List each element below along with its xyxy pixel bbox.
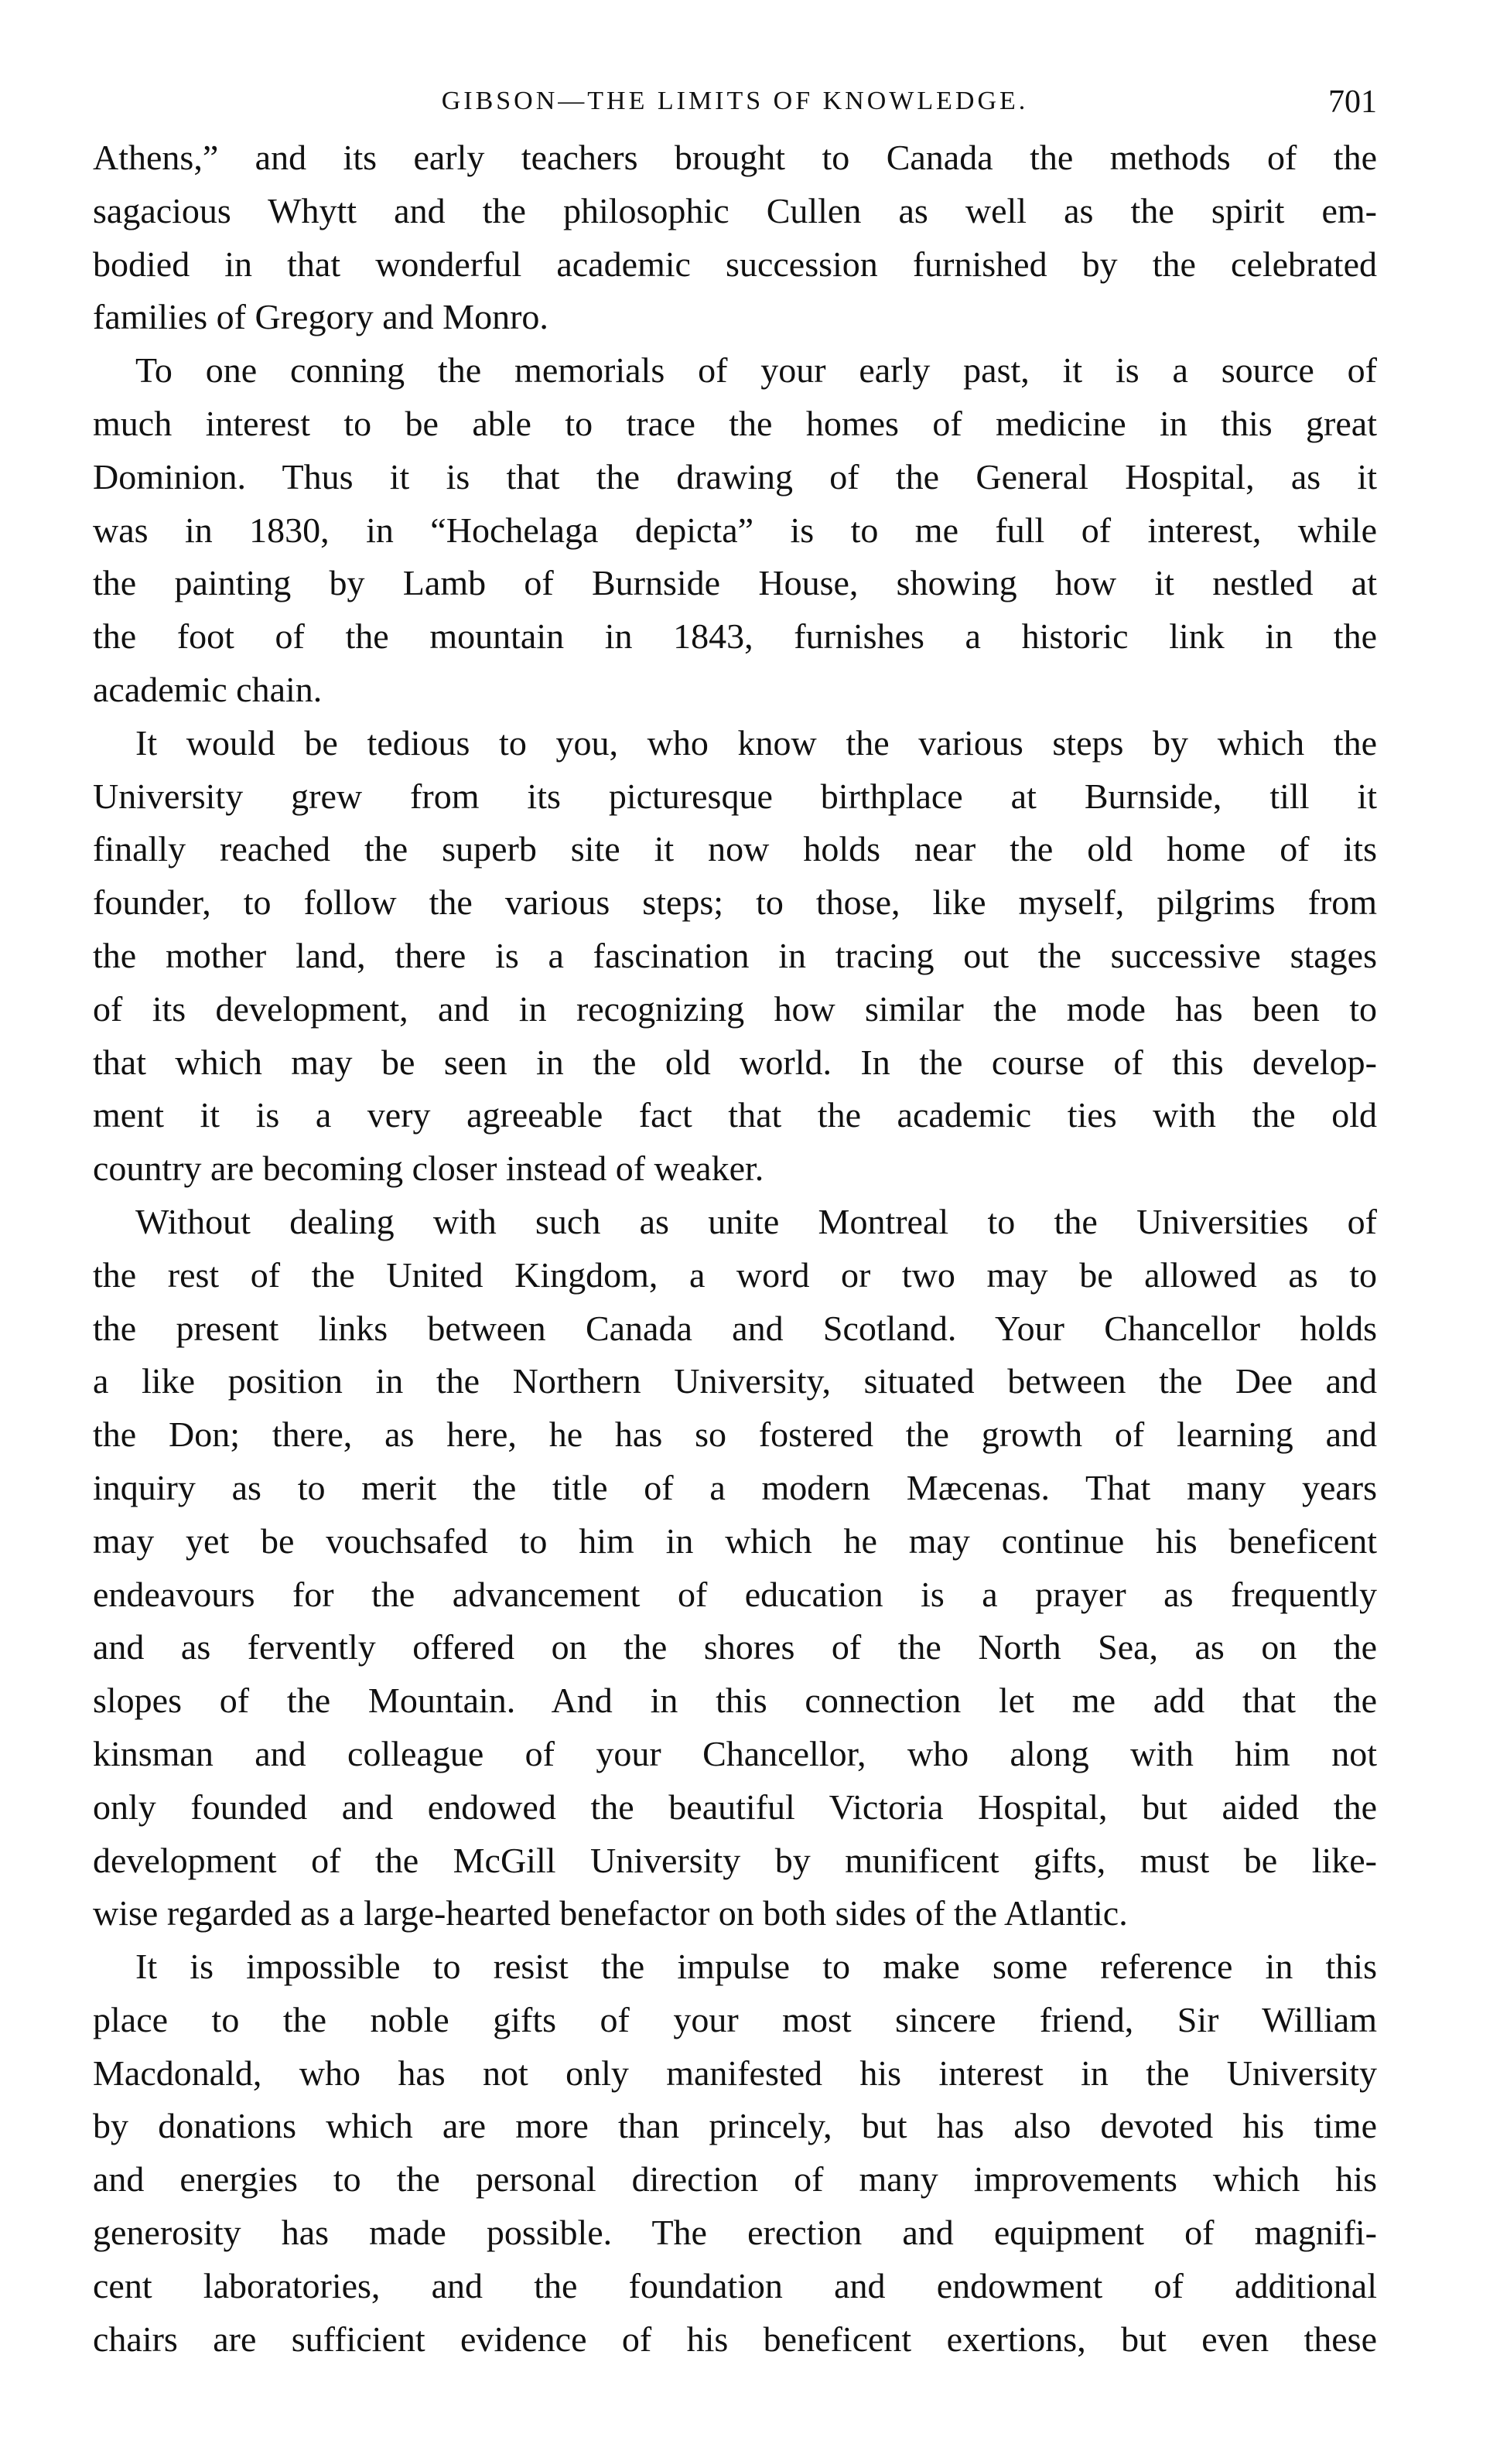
text-line: academic chain. [93, 669, 323, 709]
text-line: place to the noble gifts of your most sincere friend, Sir William [93, 1999, 1377, 2039]
text-line: families of Gregory and Monro. [93, 297, 548, 337]
text-line: the mother land, there is a fascination in tracing out the successive stages [93, 935, 1377, 975]
text-line: Without dealing with such as unite Montreal to the Universities of [135, 1201, 1377, 1241]
text-line: the foot of the mountain in 1843, furnishes a historic link in the [93, 616, 1377, 657]
text-line: Macdonald, who has not only manifested his interest in the University [93, 2053, 1377, 2093]
text-line: may yet be vouchsafed to him in which he may continue his beneficent [93, 1520, 1377, 1561]
text-line: bodied in that wonderful academic succession furnished by the celebrated [93, 244, 1377, 284]
running-title: GIBSON—THE LIMITS OF KNOWLEDGE. [441, 87, 1029, 115]
text-line: the painting by Lamb of Burnside House, showing how it nestled at [93, 563, 1377, 603]
text-line: founder, to follow the various steps; to those, like myself, pilgrims from [93, 882, 1377, 923]
text-line: the present links between Canada and Scotland. Your Chancellor holds [93, 1308, 1377, 1348]
text-line: a like position in the Northern University, situated between the Dee and [93, 1361, 1377, 1401]
text-line: To one conning the memorials of your early past, it is a source of [135, 350, 1377, 391]
text-line: the Don; there, as here, he has so fostered the growth of learning and [93, 1415, 1377, 1455]
text-line: It would be tedious to you, who know the various steps by which the [135, 722, 1377, 763]
text-line: wise regarded as a large-hearted benefactor on both sides of the Atlantic. [93, 1893, 1128, 1933]
text-line: development of the McGill University by munificent gifts, must be like- [93, 1840, 1377, 1880]
text-line: sagacious Whytt and the philosophic Cullen as well as the spirit em- [93, 190, 1377, 230]
text-line: the rest of the United Kingdom, a word or two may be allowed as to [93, 1254, 1377, 1295]
text-line: ment it is a very agreeable fact that the academic ties with the old [93, 1095, 1377, 1135]
text-line: that which may be seen in the old world. In the course of this develop- [93, 1042, 1377, 1082]
text-line: Dominion. Thus it is that the drawing of the General Hospital, as it [93, 456, 1377, 497]
text-line: only founded and endowed the beautiful Victoria Hospital, but aided the [93, 1787, 1377, 1827]
text-line: cent laboratories, and the foundation and endowment of additional [93, 2265, 1377, 2305]
text-line: much interest to be able to trace the homes of medicine in this great [93, 403, 1377, 443]
text-line: kinsman and colleague of your Chancellor, who along with him not [93, 1733, 1377, 1773]
text-line: of its development, and in recognizing how similar the mode has been to [93, 988, 1377, 1029]
text-line: was in 1830, in “Hochelaga depicta” is to me full of interest, while [93, 510, 1377, 550]
text-line: Athens,” and its early teachers brought to Canada the methods of the [93, 138, 1377, 177]
running-head [93, 84, 1377, 133]
body-text [93, 131, 1377, 2366]
text-line: and energies to the personal direction of many improvements which his [93, 2159, 1377, 2200]
text-line: generosity has made possible. The erection and equipment of magnifi- [93, 2213, 1377, 2253]
page-number: 701 [1328, 84, 1377, 120]
text-line: and as fervently offered on the shores of the North Sea, as on the [93, 1627, 1377, 1667]
text-line: chairs are sufficient evidence of his beneficent exertions, but even these [93, 2319, 1377, 2359]
text-line: It is impossible to resist the impulse to make some reference in this [135, 1947, 1377, 1987]
text-line: slopes of the Mountain. And in this connection let me add that the [93, 1681, 1377, 1721]
text-line: country are becoming closer instead of weaker. [93, 1148, 764, 1189]
text-line: finally reached the superb site it now holds near the old home of its [93, 829, 1377, 869]
text-line: endeavours for the advancement of education is a prayer as frequently [93, 1574, 1377, 1614]
text-line: University grew from its picturesque birthplace at Burnside, till it [93, 776, 1377, 816]
text-line: by donations which are more than princely, but has also devoted his time [93, 2106, 1377, 2146]
text-line: inquiry as to merit the title of a modern Mæcenas. That many years [93, 1467, 1377, 1507]
